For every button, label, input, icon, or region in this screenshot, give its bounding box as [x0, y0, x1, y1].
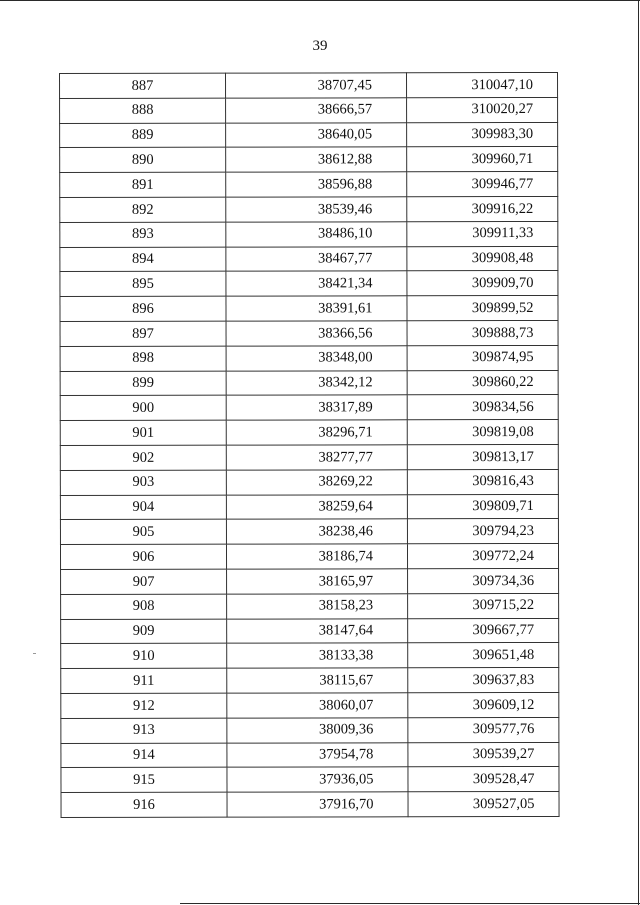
y-coordinate-cell: 309908,48	[407, 246, 558, 271]
x-coordinate-cell: 38158,23	[227, 594, 408, 619]
x-coordinate-cell: 38342,12	[226, 370, 407, 395]
y-coordinate-cell: 309916,22	[407, 196, 558, 221]
x-coordinate-cell: 38707,45	[226, 73, 407, 98]
x-coordinate-cell: 38317,89	[226, 395, 407, 420]
table-row	[60, 320, 558, 346]
y-coordinate-cell: 309946,77	[407, 172, 558, 197]
point-number-cell: 897	[60, 321, 226, 346]
x-coordinate-cell: 38147,64	[227, 618, 408, 643]
page-border-right	[638, 0, 639, 905]
table-row	[60, 345, 558, 371]
x-coordinate-cell: 38296,71	[226, 420, 407, 445]
table-row	[61, 568, 559, 594]
point-number-cell: 909	[61, 619, 227, 644]
y-coordinate-cell: 309888,73	[407, 320, 558, 345]
table-row	[60, 469, 558, 495]
table-row	[60, 370, 558, 396]
y-coordinate-cell: 310047,10	[407, 72, 558, 97]
y-coordinate-cell: 309819,08	[407, 420, 558, 445]
point-number-cell: 888	[60, 98, 226, 123]
table-row	[60, 444, 558, 470]
y-coordinate-cell: 309637,83	[408, 668, 559, 693]
x-coordinate-cell: 38640,05	[226, 122, 407, 147]
x-coordinate-cell: 37936,05	[227, 767, 408, 792]
table-row	[60, 420, 558, 446]
y-coordinate-cell: 310020,27	[407, 97, 558, 122]
point-number-cell: 893	[60, 222, 226, 247]
coordinates-table-body	[60, 72, 560, 817]
point-number-cell: 887	[60, 73, 226, 98]
y-coordinate-cell: 309772,24	[407, 544, 558, 569]
table-row	[61, 692, 559, 718]
x-coordinate-cell: 38165,97	[227, 569, 408, 594]
point-number-cell: 910	[61, 643, 227, 668]
point-number-cell: 907	[61, 569, 227, 594]
point-number-cell: 892	[60, 197, 226, 222]
x-coordinate-cell: 38366,56	[226, 321, 407, 346]
x-coordinate-cell: 38391,61	[226, 296, 407, 321]
page-border-top	[0, 0, 640, 1]
x-coordinate-cell: 38596,88	[226, 172, 407, 197]
point-number-cell: 898	[60, 346, 226, 371]
x-coordinate-cell: 38269,22	[226, 470, 407, 495]
point-number-cell: 905	[60, 519, 226, 544]
table-row	[60, 271, 558, 297]
y-coordinate-cell: 309734,36	[408, 568, 559, 593]
y-coordinate-cell: 309813,17	[407, 444, 558, 469]
x-coordinate-cell: 38009,36	[227, 717, 408, 742]
y-coordinate-cell: 309651,48	[408, 643, 559, 668]
x-coordinate-cell: 38421,34	[226, 271, 407, 296]
point-number-cell: 904	[60, 495, 226, 520]
x-coordinate-cell: 38277,77	[226, 445, 407, 470]
x-coordinate-cell: 38666,57	[226, 98, 407, 123]
page-number: 39	[312, 38, 328, 54]
y-coordinate-cell: 309960,71	[407, 147, 558, 172]
table-row	[60, 395, 558, 421]
point-number-cell: 902	[60, 445, 226, 470]
table-row	[60, 544, 558, 570]
y-coordinate-cell: 309899,52	[407, 296, 558, 321]
point-number-cell: 906	[60, 544, 226, 569]
table-row	[61, 593, 559, 619]
y-coordinate-cell: 309609,12	[408, 692, 559, 717]
y-coordinate-cell: 309911,33	[407, 221, 558, 246]
y-coordinate-cell: 309874,95	[407, 345, 558, 370]
y-coordinate-cell: 309809,71	[407, 494, 558, 519]
y-coordinate-cell: 309539,27	[408, 742, 559, 767]
x-coordinate-cell: 38259,64	[226, 494, 407, 519]
table-row	[61, 717, 559, 743]
table-row	[61, 643, 559, 669]
point-number-cell: 891	[60, 172, 226, 197]
point-number-cell: 890	[60, 148, 226, 173]
point-number-cell: 913	[61, 718, 227, 743]
point-number-cell: 908	[61, 594, 227, 619]
table-row	[60, 196, 558, 222]
x-coordinate-cell: 38612,88	[226, 147, 407, 172]
table-row	[60, 246, 558, 272]
x-coordinate-cell: 38486,10	[226, 222, 407, 247]
table-row	[60, 296, 558, 322]
point-number-cell: 900	[60, 396, 226, 421]
y-coordinate-cell: 309577,76	[408, 717, 559, 742]
x-coordinate-cell: 38348,00	[226, 346, 407, 371]
table-row	[60, 494, 558, 520]
coordinates-table	[59, 72, 560, 818]
x-coordinate-cell: 37916,70	[227, 792, 408, 817]
table-row	[61, 618, 559, 644]
table-row	[60, 72, 558, 98]
y-coordinate-cell: 309715,22	[408, 593, 559, 618]
x-coordinate-cell: 38467,77	[226, 246, 407, 271]
point-number-cell: 901	[60, 420, 226, 445]
table-row	[61, 668, 559, 694]
page-border-bottom	[180, 903, 640, 904]
y-coordinate-cell: 309860,22	[407, 370, 558, 395]
table-row	[60, 519, 558, 545]
table-row	[61, 792, 559, 818]
y-coordinate-cell: 309527,05	[408, 792, 559, 817]
table-row	[60, 97, 558, 123]
y-coordinate-cell: 309667,77	[408, 618, 559, 643]
point-number-cell: 894	[60, 247, 226, 272]
x-coordinate-cell: 38060,07	[227, 693, 408, 718]
point-number-cell: 912	[61, 693, 227, 718]
point-number-cell: 899	[60, 371, 226, 396]
point-number-cell: 903	[60, 470, 226, 495]
x-coordinate-cell: 38115,67	[227, 668, 408, 693]
point-number-cell: 915	[61, 767, 227, 792]
y-coordinate-cell: 309909,70	[407, 271, 558, 296]
x-coordinate-cell: 38133,38	[227, 643, 408, 668]
y-coordinate-cell: 309816,43	[407, 469, 558, 494]
x-coordinate-cell: 37954,78	[227, 742, 408, 767]
y-coordinate-cell: 309983,30	[407, 122, 558, 147]
table-row	[60, 172, 558, 198]
point-number-cell: 916	[61, 792, 227, 817]
table-row	[61, 742, 559, 768]
point-number-cell: 889	[60, 123, 226, 148]
x-coordinate-cell: 38539,46	[226, 197, 407, 222]
y-coordinate-cell: 309528,47	[408, 767, 559, 792]
table-row	[60, 122, 558, 148]
y-coordinate-cell: 309794,23	[407, 519, 558, 544]
table-row	[61, 767, 559, 793]
point-number-cell: 896	[60, 296, 226, 321]
point-number-cell: 895	[60, 272, 226, 297]
point-number-cell: 911	[61, 668, 227, 693]
x-coordinate-cell: 38186,74	[226, 544, 407, 569]
x-coordinate-cell: 38238,46	[226, 519, 407, 544]
scan-speck	[33, 653, 36, 654]
y-coordinate-cell: 309834,56	[407, 395, 558, 420]
table-row	[60, 221, 558, 247]
table-row	[60, 147, 558, 173]
point-number-cell: 914	[61, 743, 227, 768]
